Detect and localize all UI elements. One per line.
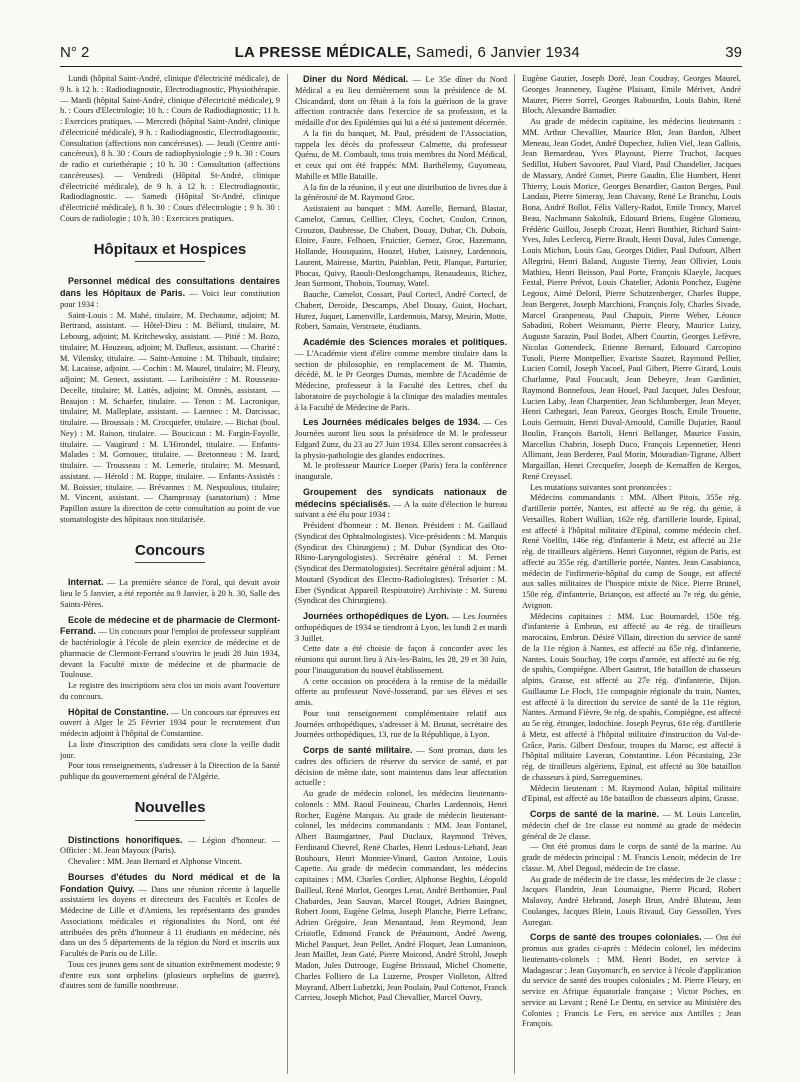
section-title-concours: Concours	[60, 546, 280, 564]
article-body: Médecins capitaines : MM. Luc Boumardel, 150e rég. d'infanterie à Embrun, est affecté au 4e rég. de tirailleurs marocains, Embrun. Désiré Villain, direction du service de santé de la 11e région à Nantes, est affecté au 65e rég. d'infanterie, Nantes. Louis Souchay, 19e corps d'armée, est affecté au 6e rég. de spahis, Compiègne. Albert Gautrot, 18e bataillon de chasseurs alpins, Grasse, est affecté au 27e rég. d'infanterie, Dijon. Guillaume Le Floch, 11e compagnie régionale du train, Nantes, est affecté à la direction du service de santé de la 11e région, Nantes. Armand Fièvre, 9e rég. de spahis, Compiègne, est affecté au 5e rég. étranger, Indochine. Joseph Peyrus, 61e rég. d'artillerie à Metz, est affecté à l'hôpital militaire d'instruction du Val-de-Grâce, Paris. Gilbert Desfour, troupes du Maroc, est affecté à l'hôpital militaire Laveran, Constantine. Léon Pécastaing, 23e rég. de tirailleurs algériens, Epinal, est affecté au 30e bataillon de chasseurs à pied, Sarreguemines.	[522, 611, 741, 782]
issue-number: N° 2	[60, 44, 90, 61]
article-journees-belges: Les Journées médicales belges de 1934. — Ces Journées auront lieu sous la présidence de M. le professeur Edgard Zunz, du 23 au 27 Juin 1934. Elles seront consacrées à la physio-pathologie des glandes endocrines.	[295, 417, 508, 460]
article-heading: Dîner du Nord Médical.	[303, 74, 409, 84]
article-body: Cette date a été choisie de façon à concorder avec les réunions qui auront lieu à Aix-les-Bains, les 28, 29 et 30 Juin, pour l'inauguration du nouvel établissement.	[295, 644, 507, 675]
article-body: Au grade de médecin capitaine, les médecins lieutenants : MM. Arthur Chevallier, Maurice Blot, Jean Bardon, Albert Meneau, Jean Godet, André Dupechez, Julien Viel, Jean Gallois, Jean Bernardeau, Yves Playoust, Pierre Truchot, Jacques Sedillot, Hubert Savouret, Paul Viard, Paul Chandelier, Jacques de Massary, André Comet, Pierre Gaudin, Elie Humbert, Henri Thierry, Louis Morice, Georges Benardier, Gaston Berges, Paul Landais, Pierre Simeray, Jean Chavany, René Le Branchu, Louis Bona, André Bollot, Félix Vallery-Radot, Emile Troncy, Marcel Beau, Nachmann Sakolnik, Edouard Briens, Eugène Glomeau, Frédéric Guillou, Joseph Crozat, Henri Bonthier, Richard Saint-Yves, Jules Leclercq, Pierre Brault, Henri Duval, Jules Cumenge, Louis Michon, Louis Gau, Georges Didier, Paul Dufourt, Albert Allegrini, Henri Baland, Auguste Tierny, Jean Ollivier, Louis Mathieu, Henri Beisson, Paul Porte, François Klaeyle, Jacques Festal, Pierre Prévot, Louis Chatelier, Adonis Ponchez, Eugène Legoux, Aimé Delord, Pierre Schutzenberger, Charles Buppe, Jean Bergeret, Joseph Marchioni, François Joly, Charles Sivade, Marcel Granpeneau, Paul Chapuis, Pierre Weber, Léonce Sabadini, Robert Weismann, Pierre Fleury, Maurice Luizy, Auguste Sarazin, Paul Bodet, Albert Courtin, Georges Lefèvre, Nicolas Gottendeck, Etienne Bernard, Edouard Carcopino Tusoli, Pierre Montpellier, Evariste Sauzet, Raymond Pellier, Lucien Cornil, Joseph Yacoel, Paul Gibert, Pierre Girard, Louis Charlanne, Paul Foucault, Jean Debeyre, Jean Gardinier, Raymond Bonnefous, Jean Houel, Paul Jacquet, Jules Desfour, Lucien Laby, Jean Charpentier, Jean Schlumberger, Jean Meyer, Henri Cathegari, Jean Pareux, Georges Bosch, Emile Trouette, Louis Germain, Henri Duval-Arnould, Camille Dujarier, Raoul Boulin, François Bartoli, Henri Bellanger, Maurice Fassin, Marcellus Chabrin, Joseph Duco, François Lepennetier, Henri Allimant, Jean Berderer, Paul Morin, Mouradian-Tigrane, Albert Margaillan, Henri Crecquefer, Joseph de Kernaffen de Kergos, René Creyssel.	[522, 117, 741, 481]
journal-title: LA PRESSE MÉDICALE,	[234, 44, 412, 61]
article-body: Médecins commandants : MM. Albert Pitois, 355e rég. d'artillerie portée, Nantes, est affecté au 9e rég. du génie, à Versailles. Robert Wullian, 162e rég. d'artillerie lourde, Epinal, est affecté à l'hôpital militaire d'Epinal, comme médecin chef. René Voelfin, 146e rég. d'infanterie à Metz, est affecté au 21e rég. de tirailleurs algériens. Henri Guyonnet, région de Paris, est affecté au 355e rég. d'artillerie portée, Nantes. Jean Casabianca, médecin de l'infirmerie-hôpital du camp de Souge, est affecté aux salles militaires de l'hospice mixte de Nice. Pierre Brunel, 150e rég. d'infanterie, Briançon, est affecté au 7e rég. du génie, Avignon.	[522, 493, 741, 610]
article-body: Président d'honneur : M. Benon. Président : M. Gaillaud (Syndicat des Ophtalmologistes). Vice-présidents : M. Marquis (Syndicat des Chirurgiens) ; M. Dubar (Syndicat des Oto-Rhino-Laryngologistes). Secrétaire général : M. Fernet (Syndicat des Dermatologistes). Secrétaire général adjoint : M. Moutard (Syndicat des Electro-Radiologistes). Trésorier : M. Eber (Syndicat Appareil Respiratoire) Archiviste : M. Sureau (Syndicat des Chirurgiens).	[295, 521, 507, 606]
article-body: Tous ces jeunes gens sont de situation extrêmement modeste; 9 d'entre eux sont orphelins (plusieurs orphelins de guerre), d'autres sont de famille nombreuse.	[60, 959, 280, 991]
article-heading: Les Journées médicales belges de 1934.	[303, 417, 481, 428]
article-heading: Personnel médical des consultations dentaires dans les Hôpitaux de Paris.	[60, 276, 280, 298]
page-number: 39	[725, 44, 742, 61]
article-body: Le registre des inscriptions sera clos un mois avant l'ouverture du concours.	[60, 681, 280, 701]
article-heading: Distinctions honorifiques.	[68, 834, 183, 845]
article-heading: Bourses d'études du Nord médical et de la Fondation Quivy.	[60, 871, 280, 894]
article-heading: Internat.	[68, 577, 104, 588]
column-1	[60, 74, 287, 1074]
article-body: Bauche, Camelot, Cossart, Paul Cortecl, André Cortecl, de Chabert, Deroide, Descamps, Abel Douay, Guiot, Hochart, Hurez, Juquet, Lamenville, Lardennois, Marsy, Meurin, Motte, Robert, Samain, Verstraete, étudiants.	[295, 290, 507, 332]
article-body: A cette occasion on procédera à la remise de la médaille offerte au professeur Nové-Josserand, par ses élèves et ses amis.	[295, 676, 507, 707]
article-heading: Journées orthopédiques de Lyon.	[303, 611, 450, 621]
section-title-nouvelles: Nouvelles	[60, 803, 280, 821]
article-heading: Corps de santé des troupes coloniales.	[530, 932, 702, 943]
article-constantine: Hôpital de Constantine. — Un concours sur épreuves est ouvert à Alger le 25 Février 1934 pour le recrutement d'un médecin adjoint à l'hôpital de Constantine.	[60, 706, 280, 738]
article-body: Pour tout renseignement complémentaire relatif aux Journées orthopédiques, s'adresser à M. Brunat, secrétaire des Journées orthopédiques, 13, rue de la République, à Lyon.	[295, 708, 507, 740]
article-body: Médecin lieutenant : M. Raymond Aulan, hôpital militaire d'Epinal, est affecté au 18e bataillon de chasseurs alpins, Grasse.	[522, 783, 741, 804]
course-schedule: Lundi (hôpital Saint-André, clinique d'électricité médicale), de 9 h. à 12 h. : Radiodiagnostic, Electrodiagnostic, Physiothérapie. — Mardi (hôpital Saint-André, clinique d'électricité médicale), 9 h. : Cours d'Electrologie; 10 h. : Cours de Radiodiagnostic; 11 h. : Exercices pratiques. — Mercredi (hôpital Saint-André, clinique d'électricité médicale), 9 h. : Radiodiagnostic, Electrodiagnostic, Consultation (affections non cancéreuses). — Jeudi (Centre anti-cancéreux), 8 h. 30 : Cours de radiophysiologie ; 9 h. 30 : Cours de radio et curiethérapie ; 10 h. 30 : Consultation (affections cancéreuses). — Vendredi (Hôpital St-André, clinique d'électricité médicale), de 9 h. à 12 h. : Electrodiagnostic, Radiodiagnostic. — Samedi (Hôpital St-André, clinique d'électricité médicale), 8 h. 30 : Cours d'électrologie ; 9 h. 30 : Cours de radiologie ; 10 h. 30 : Exercices pratiques.	[60, 74, 280, 223]
article-clermont: Ecole de médecine et de pharmacie de Clermont-Ferrand. — Un concours pour l'emploi de professeur suppléant de bactériologie à l'école de plein exercice de médecine et de pharmacie de Clermont-Ferrand s'ouvrira le jeudi 28 Juin 1934, devant la Faculté mixte de médecine et de pharmacie de Toulouse.	[60, 614, 280, 680]
issue-date: Samedi, 6 Janvier 1934	[415, 44, 581, 61]
article-internat: Internat. — La première séance de l'oral, qui devait avoir lieu le 5 Janvier, a été reportée au 9 Janvier, à 20 h. 30, Salle des Saints-Pères.	[60, 577, 280, 609]
article-heading: Ecole de médecine et de pharmacie de Clermont-Ferrand.	[60, 614, 280, 637]
header-rule	[60, 66, 742, 67]
article-body: Au grade de médecin de 1re classe, les médecins de 2e classe : Jacques Flandrin, Jean Loumaigne, Pierre Picard, Robert Malavoy, André Hebrand, Joseph Brun, André Bluteau, Jean Coulanges, Jacques Blein, Louis Rivaud, Guy Gessollen, Yves Auregan.	[522, 874, 741, 927]
article-body: A la fin de la réunion, il y eut une distribution de livres due à la générosité de M. Raymond Groc.	[295, 182, 507, 203]
article-body: Les mutations suivantes sont prononcées :	[530, 482, 672, 492]
article-body: Assistaient au banquet : MM. Aurelle, Bernard, Blastar, Camelot, Camus, Ceillier, Cleys, Cochet, Coulon, Crinon, Crouzon, Daubresse, De Chabert, Douay, Dubar, Ch. Dubois, Eloire, Faure, Felhoen, Fruictier, Gernez, Groc, Hazemann, Hollande, Housquains, Houzel, Huber, Laisney, Lardennois, Laurent, Mairesse, Martin, Painblan, Petit, Planque, Parturier, Phocas, Quivy, Raoult-Deslongchamps, Renaudeaux, Richez, Jean Surmont, Thobois, Tournay, Watel.	[295, 204, 507, 289]
page-header	[60, 44, 742, 64]
article-body: Chevalier : MM. Jean Bernard et Alphonse Vincent.	[68, 857, 243, 866]
article-body: Saint-Louis : M. Mahé, titulaire, M. Dechaume, adjoint; M. Bertrand, assistant. — Hôtel-Dieu : M. Béliard, titulaire, M. Lebourg, adjoint; M. Kritchewsky, assistant. — Pitié : M. Bozo, titulaire; M. Houzeau, adjoint; M. Dufleux, assistant. — Charité : M. Vilensky, titulaire. — Saint-Antoine : M. Thibault, titulaire; M. Lacaisse, adjoint. — Cochin : M. Maurel, titulaire; M. Fleury, adjoint; M. Genect, assistant. — Lariboisière : M. Rousseau-Decelle, titulaire; M. Lattès, adjoint; M. Omnès, assistant. — Beaujon : M. Schaefer, titulaire. — Tenon : M. Lacronique, titulaire; M. Malleplate, assistant. — Laennec : M. Darcissac, titulaire. — Broussais : M. Crocquefer, titulaire. — Bichat (boul. Ney) : M. Raison, titulaire. — Boucicaut : M. Fargin-Fayolle, titulaire. — Vaugirard : M. L'Hirondel, titulaire. — Enfants-Malades : M. Gornouec, titulaire. — Bretonneau : M. Izard, titulaire. — Trousseau : M. Lemerle, titulaire; M. Mesnard, assistant. — Hérold : M. Ruppe, titulaire. — Enfants-Assistés : M. Boissier, titulaire. — Brévannes : M. Nespoulous, titulaire; M. Vincent, assistant. — Champrosay (sanatorium) : Mme Papillon assure la direction de cette consultation au point de vue stomatologiste des hôpitaux non titularisée.	[60, 310, 280, 524]
column-2	[287, 74, 514, 1074]
article-heading: Corps de santé de la marine.	[530, 809, 660, 819]
article-heading: Groupement des syndicats nationaux de médecins spécialisés.	[295, 486, 507, 509]
article-syndicats: Groupement des syndicats nationaux de médecins spécialisés. — A la suite d'élection le bureau suivant a été élu pour 1934 :	[295, 486, 507, 520]
article-heading: Corps de santé militaire.	[303, 745, 413, 755]
article-body: A la fin du banquet, M. Paul, président de l'Association, rappela les décès du professeur Calmette, du professeur Quénu, de M. Combault, tous trois membres du Nord Médical, et ceux qui ont été frappés: MM. Barthélemy, Guyomeau, Mabille et Mlle Bataille.	[295, 128, 507, 181]
columns	[60, 74, 742, 1074]
article-diner-nord: Dîner du Nord Médical. — Le 35e dîner du Nord Médical a eu lieu dernièrement sous la présidence de M. Chicandard, dont on fêtait à la fois la guérison de la grave affection contractée dans l'exercice de sa profession, et la médaille d'or des Epidémies qui lui a été si justement décernée.	[295, 74, 507, 127]
article-body: Eugène Gautier, Joseph Doré, Jean Coudray, Georges Maurel, Georges Jeanneney, Eugène Plaisant, Emile Mérivet, André Maurer, Pierre Sorrel, Georges Rabourdin, Louis Babin, René Bloch, Alexandre Bamadier.	[522, 74, 741, 116]
article-academie: Académie des Sciences morales et politiques. — L'Académie vient d'élire comme membre titulaire dans la section de philosophie, en remplacement de M. Thamin, décédé, M. le Pr Georges Dumas, membre de l'Académie de Médecine, professeur à la Faculté des Lettres, chef du laboratoire de psychologie à la clinique des maladies mentales à la Faculté de Médecine de Paris.	[295, 337, 507, 412]
article-body: Pour tous renseignements, s'adresser à la Direction de la Santé publique du gouvernement général de l'Algérie.	[60, 761, 280, 781]
article-body: — Ont été promus dans le corps de santé de la marine. Au grade de médecin principal : M. Francis Lenoir, médecin de 1re classe. M. Abel Degoul, médecin de 1re classe.	[522, 842, 741, 873]
article-heading: Académie des Sciences morales et politiques.	[303, 337, 507, 347]
article-sante-militaire: Corps de santé militaire. — Sont promus, dans les cadres des officiers de réserve du service de santé, et par décision de même date, sont maintenus dans leur affectation actuelle :	[295, 745, 507, 788]
article-distinctions: Distinctions honorifiques. — Légion d'honneur. — Officier : M. Jean Mayoux (Paris).	[60, 834, 280, 856]
article-journees-lyon: Journées orthopédiques de Lyon. — Les Journées orthopédiques de 1934 se tiendront à Lyon, les lundi 2 et mardi 3 Juillet.	[295, 611, 507, 643]
article-dental-consultations: Personnel médical des consultations dentaires dans les Hôpitaux de Paris. — Voici leur constitution pour 1934 :	[60, 276, 280, 309]
section-title-hopitaux: Hôpitaux et Hospices	[60, 245, 280, 263]
article-coloniales: Corps de santé des troupes coloniales. — Ont été promus aux grades ci-après : Médecin colonel, les médecins lieutenants-colonels : MM. Henri Bodet, en service à Madagascar ; Jean Guyomarc'h, en service à l'école d'application du service de santé des troupes coloniales ; M. Pierre Fleury, en service en Afrique équatoriale française ; Victor Poches, en service au Levant ; René Le Dentu, en service au Ministère des Colonies ; Francis Le Fers, en service aux Antilles ; Jean François.	[522, 932, 741, 1029]
article-heading: Hôpital de Constantine.	[68, 706, 169, 717]
article-marine: Corps de santé de la marine. — M. Louis Lancelin, médecin chef de 1re classe est nommé au grade de médecin général de 2e classe.	[522, 809, 741, 841]
article-bourses: Bourses d'études du Nord médical et de la Fondation Quivy. — Dans une réunion récente à laquelle assistaient les doyens et directeurs des Facultés et Ecoles de Médecine de Lille et d'Amiens, les représentants des grandes Associations médicales et régionalistes du Nord, ont été attribuées des prêts d'honneur à 11 étudiants en médecine, nés dans un des 5 départements de la région du Nord et inscrits aux Facultés de Paris ou de Lille.	[60, 871, 280, 958]
article-body: M. le professeur Maurice Loeper (Paris) fera la conférence inaugurale.	[295, 461, 507, 481]
column-3	[514, 74, 741, 1074]
article-body: La liste d'inscription des candidats sera close la veille dudit jour.	[60, 739, 280, 760]
article-body: Au grade de médecin colonel, les médecins lieutenants-colonels : MM. Raoul Fouineau, Charles Lardennois, Henri Rocher, Eugène Marquis. Au grade de médecin lieutenant-colonel, les médecins commandants : MM. Jean Fontanel, Albert Baumgartner, Paul Duclaux, Raymond Trèves, Ferdinand Chevrel, René Charles, Henri Ledoux-Lebard, Jean Bouhours, Henri Monnier-Vinard, Gaston Antoine, Louis Capette. Au grade de médecin commandant, les médecins capitaines : MM. Charles Cordier, Alphonse Beghin, Léopold Bailleul, René Morlot, Georges Lerat, André Berthomier, Paul Chabardes, Jean Sauvan, Marcel Rouget, Adrien Baingnet, Robert Joom, Eugène Gelma, Joseph Planche, Pierre Lefranc, Adrien Grégoire, Jean Menantaud, Jean Reymond, Jean Cristofle, Edmond Franck de Préaumont, André Aweng, Michel Pasquet, Jean Pellet, André Floquet, Jean Lumanison, Jean Maillet, Jean Gaté, Pierre Moirond, André Strohl, Joseph Madon, Jules Dutrouge, Eugène Brissaud, Michel Chomette, Charles Folliero de La Luzerne, Prosper Violleton, Alfred Moyrand, Albert Lubetzki, Jean Poulain, Paul Cottenot, Franck Carrieu, Joseph Michot, Paul Chevallier, Marcel Ouvry,	[295, 789, 507, 1003]
